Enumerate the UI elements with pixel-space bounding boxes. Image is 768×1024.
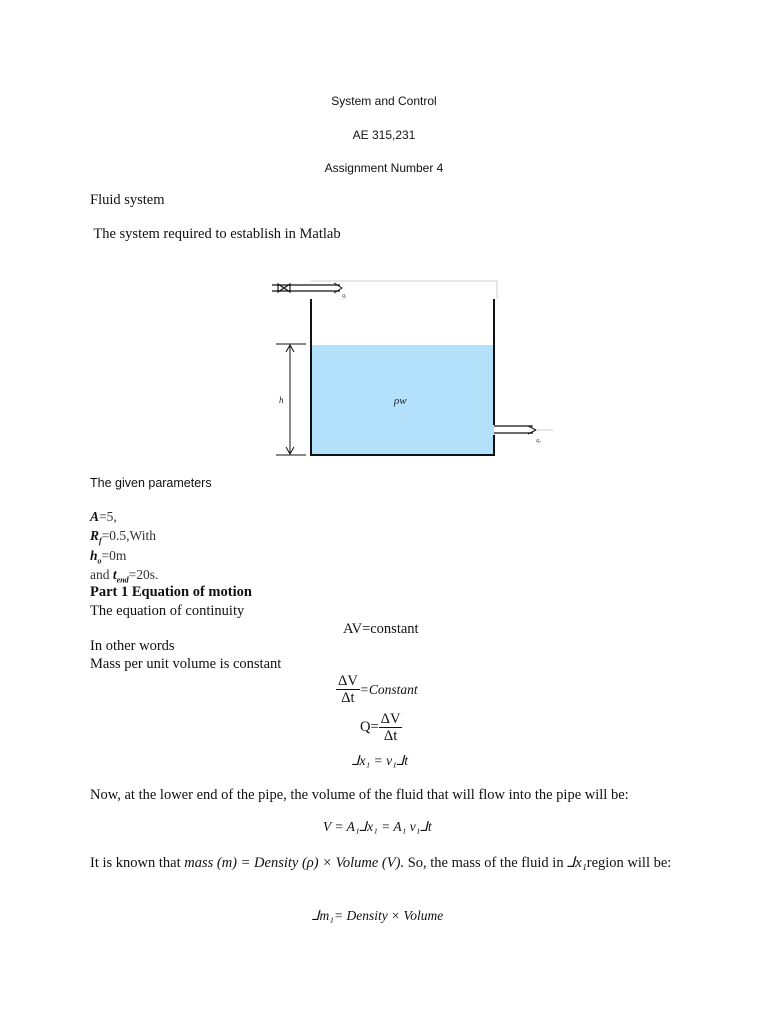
eq2-lhs: Q= bbox=[360, 719, 379, 735]
system-description: The system required to establish in Matlab bbox=[90, 226, 341, 242]
assignment-number: Assignment Number 4 bbox=[324, 161, 444, 175]
para2-start: It is known that bbox=[90, 855, 185, 871]
mass-constant-text: Mass per unit volume is constant bbox=[90, 656, 282, 672]
equation-dx-v-dt: ⅃x₁ = v₁⅃t bbox=[352, 753, 409, 768]
section-title-fluid-system: Fluid system bbox=[90, 192, 165, 208]
para2-italic: mass (m) = Density (ρ) × Volume (V). bbox=[184, 855, 405, 871]
param-R-value: =0.5,With bbox=[101, 528, 157, 543]
param-t-prefix: and bbox=[90, 567, 113, 582]
para2-var: ⅃x₁ bbox=[567, 855, 587, 871]
param-R bbox=[90, 528, 156, 546]
param-R-symbol: R bbox=[90, 528, 100, 543]
param-t-value: =20s. bbox=[128, 567, 159, 582]
eq1-rhs: =Constant bbox=[359, 681, 418, 697]
param-A bbox=[90, 509, 117, 525]
course-code: AE 315,231 bbox=[352, 128, 416, 142]
tank-diagram bbox=[268, 275, 560, 465]
inflow-label: qᵢ bbox=[342, 293, 346, 299]
paragraph-mass bbox=[90, 851, 690, 876]
av-constant-equation: AV=constant bbox=[343, 621, 419, 637]
paragraph-lower-end: Now, at the lower end of the pipe, the volume of the fluid that will flow into the pipe will be: bbox=[90, 787, 629, 803]
other-words-text: In other words bbox=[90, 638, 175, 654]
eq1-denominator: Δt bbox=[341, 690, 355, 706]
param-A-symbol: A bbox=[90, 509, 100, 524]
parameters-heading: The given parameters bbox=[90, 476, 212, 490]
param-h-value: =0m bbox=[101, 548, 127, 563]
param-t bbox=[90, 567, 158, 585]
param-h-symbol: h bbox=[90, 548, 98, 563]
course-title: System and Control bbox=[331, 94, 437, 108]
outflow-label: qₒ bbox=[536, 438, 541, 444]
equation-q-definition bbox=[360, 711, 402, 744]
equation-dv-dt-constant bbox=[336, 673, 418, 706]
param-h bbox=[90, 548, 126, 566]
part1-title: Part 1 Equation of motion bbox=[90, 584, 252, 600]
equation-volume: V = A₁⅃x₁ = A₁ v₁⅃t bbox=[323, 819, 432, 834]
para2-end: region will be: bbox=[586, 855, 672, 871]
density-label: ρw bbox=[394, 395, 407, 407]
continuity-text: The equation of continuity bbox=[90, 603, 245, 619]
eq2-numerator: ΔV bbox=[380, 711, 401, 727]
param-A-value: =5, bbox=[99, 509, 117, 524]
inflow-pipe bbox=[272, 283, 342, 293]
param-t-sub: end bbox=[116, 575, 129, 585]
eq2-denominator: Δt bbox=[383, 728, 398, 744]
height-label: h bbox=[279, 395, 284, 405]
param-h-sub: o bbox=[97, 556, 102, 566]
param-t-symbol: t bbox=[112, 567, 117, 582]
param-R-sub: f bbox=[99, 536, 102, 546]
eq1-numerator: ΔV bbox=[338, 673, 358, 689]
para2-mid: So, the mass of the fluid in bbox=[404, 855, 568, 871]
equation-mass-element: ⅃m₁= Density × Volume bbox=[312, 908, 444, 923]
outflow-pipe bbox=[494, 426, 553, 434]
